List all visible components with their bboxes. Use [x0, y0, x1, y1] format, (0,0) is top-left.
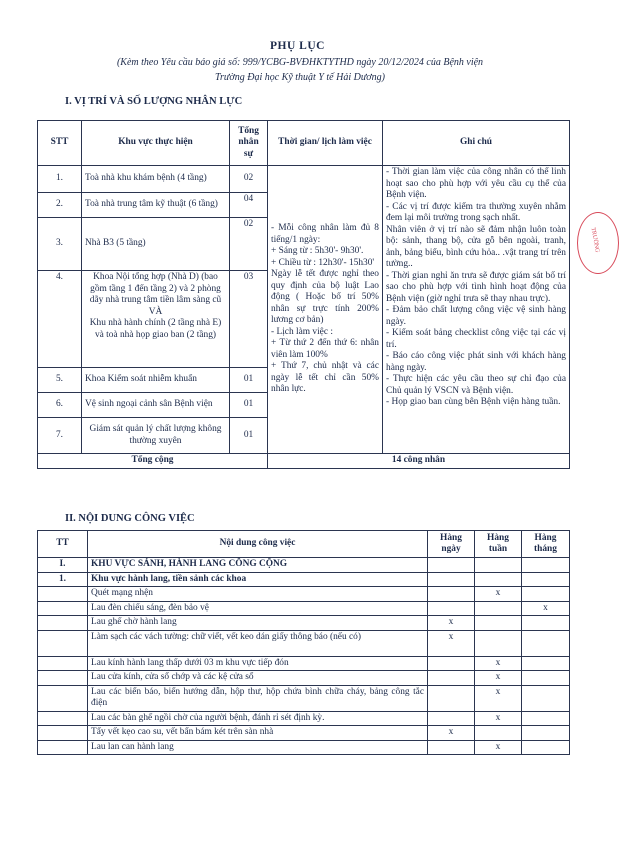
row-daily: [428, 601, 475, 616]
row-tt: [38, 740, 88, 755]
header-weekly: Hàng tuần: [475, 531, 522, 558]
row-monthly: [522, 630, 570, 656]
row-task: Lau các biển báo, biển hướng dẫn, hộp thư, hộp chứa bình chữa cháy, bảng công tắc điện: [88, 685, 428, 711]
empty-cell: [475, 572, 522, 587]
row-weekly: x: [475, 685, 522, 711]
row-tt: [38, 616, 88, 631]
table-row: [38, 711, 570, 726]
document-title: PHỤ LỤC: [270, 40, 325, 52]
section-2-heading: II. NỘI DUNG CÔNG VIỆC: [65, 513, 195, 524]
table-row: [38, 587, 570, 602]
area-part-2: Khu nhà hành chính (2 tầng nhà E) và toà nhà họp giao ban (2 tầng): [89, 318, 222, 340]
row-task: Quét mạng nhện: [88, 587, 428, 602]
table-row: [38, 726, 570, 741]
subgroup-row: [38, 572, 570, 587]
section-1-heading: I. VỊ TRÍ VÀ SỐ LƯỢNG NHÂN LỰC: [65, 96, 243, 107]
schedule-cell: - Mỗi công nhân làm đủ 8 tiếng/1 ngày: + Sáng từ : 5h30'- 9h30'. + Chiều từ : 12h30'- 15h30' Ngày lễ tết được nghỉ theo quy định của bộ luật Lao động ( Hoặc bố trí 50% nhân sự trực tính 200% lương cơ bản) - Lịch làm việc : + Từ thứ 2 đến thứ 6: nhân viên làm 100% + Thứ 7, chủ nhật và các ngày lễ tết chỉ cần 50% nhân lực.: [268, 166, 383, 454]
row-count: 02: [230, 166, 268, 193]
group-title: KHU VỰC SẢNH, HÀNH LANG CÔNG CỘNG: [88, 558, 428, 573]
row-tt: [38, 711, 88, 726]
row-area: Toà nhà trung tâm kỹ thuật (6 tầng): [82, 193, 230, 218]
subgroup-tt: 1.: [38, 572, 88, 587]
row-monthly: [522, 726, 570, 741]
subtitle-line-2: Trường Đại học Kỹ thuật Y tế Hải Dương): [215, 72, 385, 83]
table-row: [38, 671, 570, 686]
row-weekly: [475, 601, 522, 616]
staffing-header-row: [38, 121, 570, 166]
header-stt: STT: [38, 121, 82, 166]
row-weekly: x: [475, 587, 522, 602]
group-row: [38, 558, 570, 573]
row-weekly: x: [475, 740, 522, 755]
row-tt: [38, 601, 88, 616]
row-weekly: x: [475, 711, 522, 726]
row-daily: [428, 656, 475, 671]
row-monthly: x: [522, 601, 570, 616]
tasks-table: [37, 530, 570, 755]
empty-cell: [475, 558, 522, 573]
row-task: Lau kính hành lang thấp dưới 03 m khu vực tiếp đón: [88, 656, 428, 671]
row-weekly: [475, 616, 522, 631]
header-monthly: Hàng tháng: [522, 531, 570, 558]
row-stt: 4.: [38, 271, 82, 368]
row-monthly: [522, 685, 570, 711]
row-task: Lau cửa kính, cửa sổ chớp và các kệ cửa sổ: [88, 671, 428, 686]
empty-cell: [428, 572, 475, 587]
row-count: 01: [230, 418, 268, 454]
empty-cell: [522, 572, 570, 587]
header-count: Tổng nhân sự: [230, 121, 268, 166]
empty-cell: [522, 558, 570, 573]
row-area: Nhà B3 (5 tầng): [82, 218, 230, 271]
row-daily: x: [428, 726, 475, 741]
table-row: [38, 685, 570, 711]
row-weekly: x: [475, 656, 522, 671]
header-task: Nội dung công việc: [88, 531, 428, 558]
row-tt: [38, 685, 88, 711]
row-count: 01: [230, 393, 268, 418]
row-weekly: x: [475, 671, 522, 686]
row-tt: [38, 587, 88, 602]
table-row: [38, 166, 570, 193]
table-row: [38, 740, 570, 755]
row-task: Lau ghế chờ hành lang: [88, 616, 428, 631]
tasks-header-row: [38, 531, 570, 558]
row-stt: 3.: [38, 218, 82, 271]
row-stt: 6.: [38, 393, 82, 418]
row-daily: x: [428, 616, 475, 631]
row-tt: [38, 630, 88, 656]
total-value: 14 công nhân: [268, 454, 570, 469]
group-tt: I.: [38, 558, 88, 573]
row-daily: [428, 740, 475, 755]
table-row: [38, 656, 570, 671]
row-area: Giám sát quản lý chất lượng không thường xuyên: [82, 418, 230, 454]
row-weekly: [475, 630, 522, 656]
row-area: [82, 271, 230, 368]
row-area: Toà nhà khu khám bệnh (4 tầng): [82, 166, 230, 193]
table-row: [38, 601, 570, 616]
row-area: Vệ sinh ngoại cảnh sân Bệnh viện: [82, 393, 230, 418]
row-stt: 7.: [38, 418, 82, 454]
row-count: 03: [230, 271, 268, 368]
empty-cell: [428, 558, 475, 573]
row-task: Lau các bàn ghế ngồi chờ của người bệnh, đánh rỉ sét định kỳ.: [88, 711, 428, 726]
subtitle-line-1: (Kèm theo Yêu cầu báo giá số: 999/YCBG-BVĐHKTYTHD ngày 20/12/2024 của Bệnh viện: [116, 57, 484, 68]
row-monthly: [522, 740, 570, 755]
row-area: Khoa Kiểm soát nhiễm khuẩn: [82, 368, 230, 393]
row-task: Tẩy vết kẹo cao su, vết bẩn bám két trên sàn nhà: [88, 726, 428, 741]
row-daily: [428, 587, 475, 602]
row-monthly: [522, 656, 570, 671]
row-monthly: [522, 616, 570, 631]
table-row: [38, 616, 570, 631]
header-area: Khu vực thực hiện: [82, 121, 230, 166]
row-count: 04: [230, 193, 268, 218]
row-stt: 5.: [38, 368, 82, 393]
header-schedule: Thời gian/ lịch làm việc: [268, 121, 383, 166]
row-tt: [38, 671, 88, 686]
row-tt: [38, 656, 88, 671]
row-monthly: [522, 587, 570, 602]
row-task: Lau đèn chiếu sáng, đèn bảo vệ: [88, 601, 428, 616]
row-task: Lau lan can hành lang: [88, 740, 428, 755]
row-count: 02: [230, 218, 268, 271]
red-stamp-fragment: [577, 212, 619, 274]
row-stt: 1.: [38, 166, 82, 193]
notes-cell: - Thời gian làm việc của công nhân có thể linh hoạt sao cho phù hợp với yêu cầu cụ thể của Bệnh viện. - Các vị trí được kiểm tra thường xuyên nhằm đem lại môi trường trong sạch nhất. Nhân viên ở vị trí nào sẽ đảm nhận luôn toàn bộ: sảnh, thang bộ, cửa gỗ bên ngoài, tranh, ảnh, bảng biểu, bình cứu hỏa.. .vật trang trí trên tường.. - Thời gian nghỉ ăn trưa sẽ được giám sát bố trí sao cho phù hợp với tình hình hoạt động của Bệnh viện (giờ nghỉ trưa sẽ thay nhau trực). - Đảm bảo chất lượng công việc vệ sinh hàng ngày. - Kiểm soát bảng checklist công việc tại các vị trí. - Báo cáo công việc phát sinh với khách hàng hàng ngày. - Thực hiện các yêu cầu theo sự chỉ đạo của Chủ quản lý VSCN và Bệnh viện. - Họp giao ban cùng bên Bệnh viện hàng tuần.: [383, 166, 570, 454]
row-weekly: [475, 726, 522, 741]
header-tt: TT: [38, 531, 88, 558]
row-daily: [428, 685, 475, 711]
row-monthly: [522, 711, 570, 726]
document-subtitle: [60, 55, 540, 85]
row-stt: 2.: [38, 193, 82, 218]
table-row: [38, 630, 570, 656]
row-count: 01: [230, 368, 268, 393]
area-part-1: Khoa Nội tổng hợp (Nhà D) (bao gồm tầng 1 đến tầng 2) và 2 phòng dãy nhà trung tâm tiền lâm sàng cũ: [89, 272, 222, 305]
subgroup-title: Khu vực hành lang, tiền sảnh các khoa: [88, 572, 428, 587]
area-part-connector: VÀ: [148, 306, 163, 317]
row-tt: [38, 726, 88, 741]
stamp-text: TRƯỜNG: [589, 227, 600, 253]
row-task: Làm sạch các vách tường: chữ viết, vết keo dán giấy thông báo (nếu có): [88, 630, 428, 656]
row-daily: [428, 671, 475, 686]
header-daily: Hàng ngày: [428, 531, 475, 558]
total-label: Tổng cộng: [38, 454, 268, 469]
row-daily: x: [428, 630, 475, 656]
total-row: [38, 454, 570, 469]
row-monthly: [522, 671, 570, 686]
staffing-table: [37, 120, 570, 469]
row-daily: [428, 711, 475, 726]
header-notes: Ghi chú: [383, 121, 570, 166]
